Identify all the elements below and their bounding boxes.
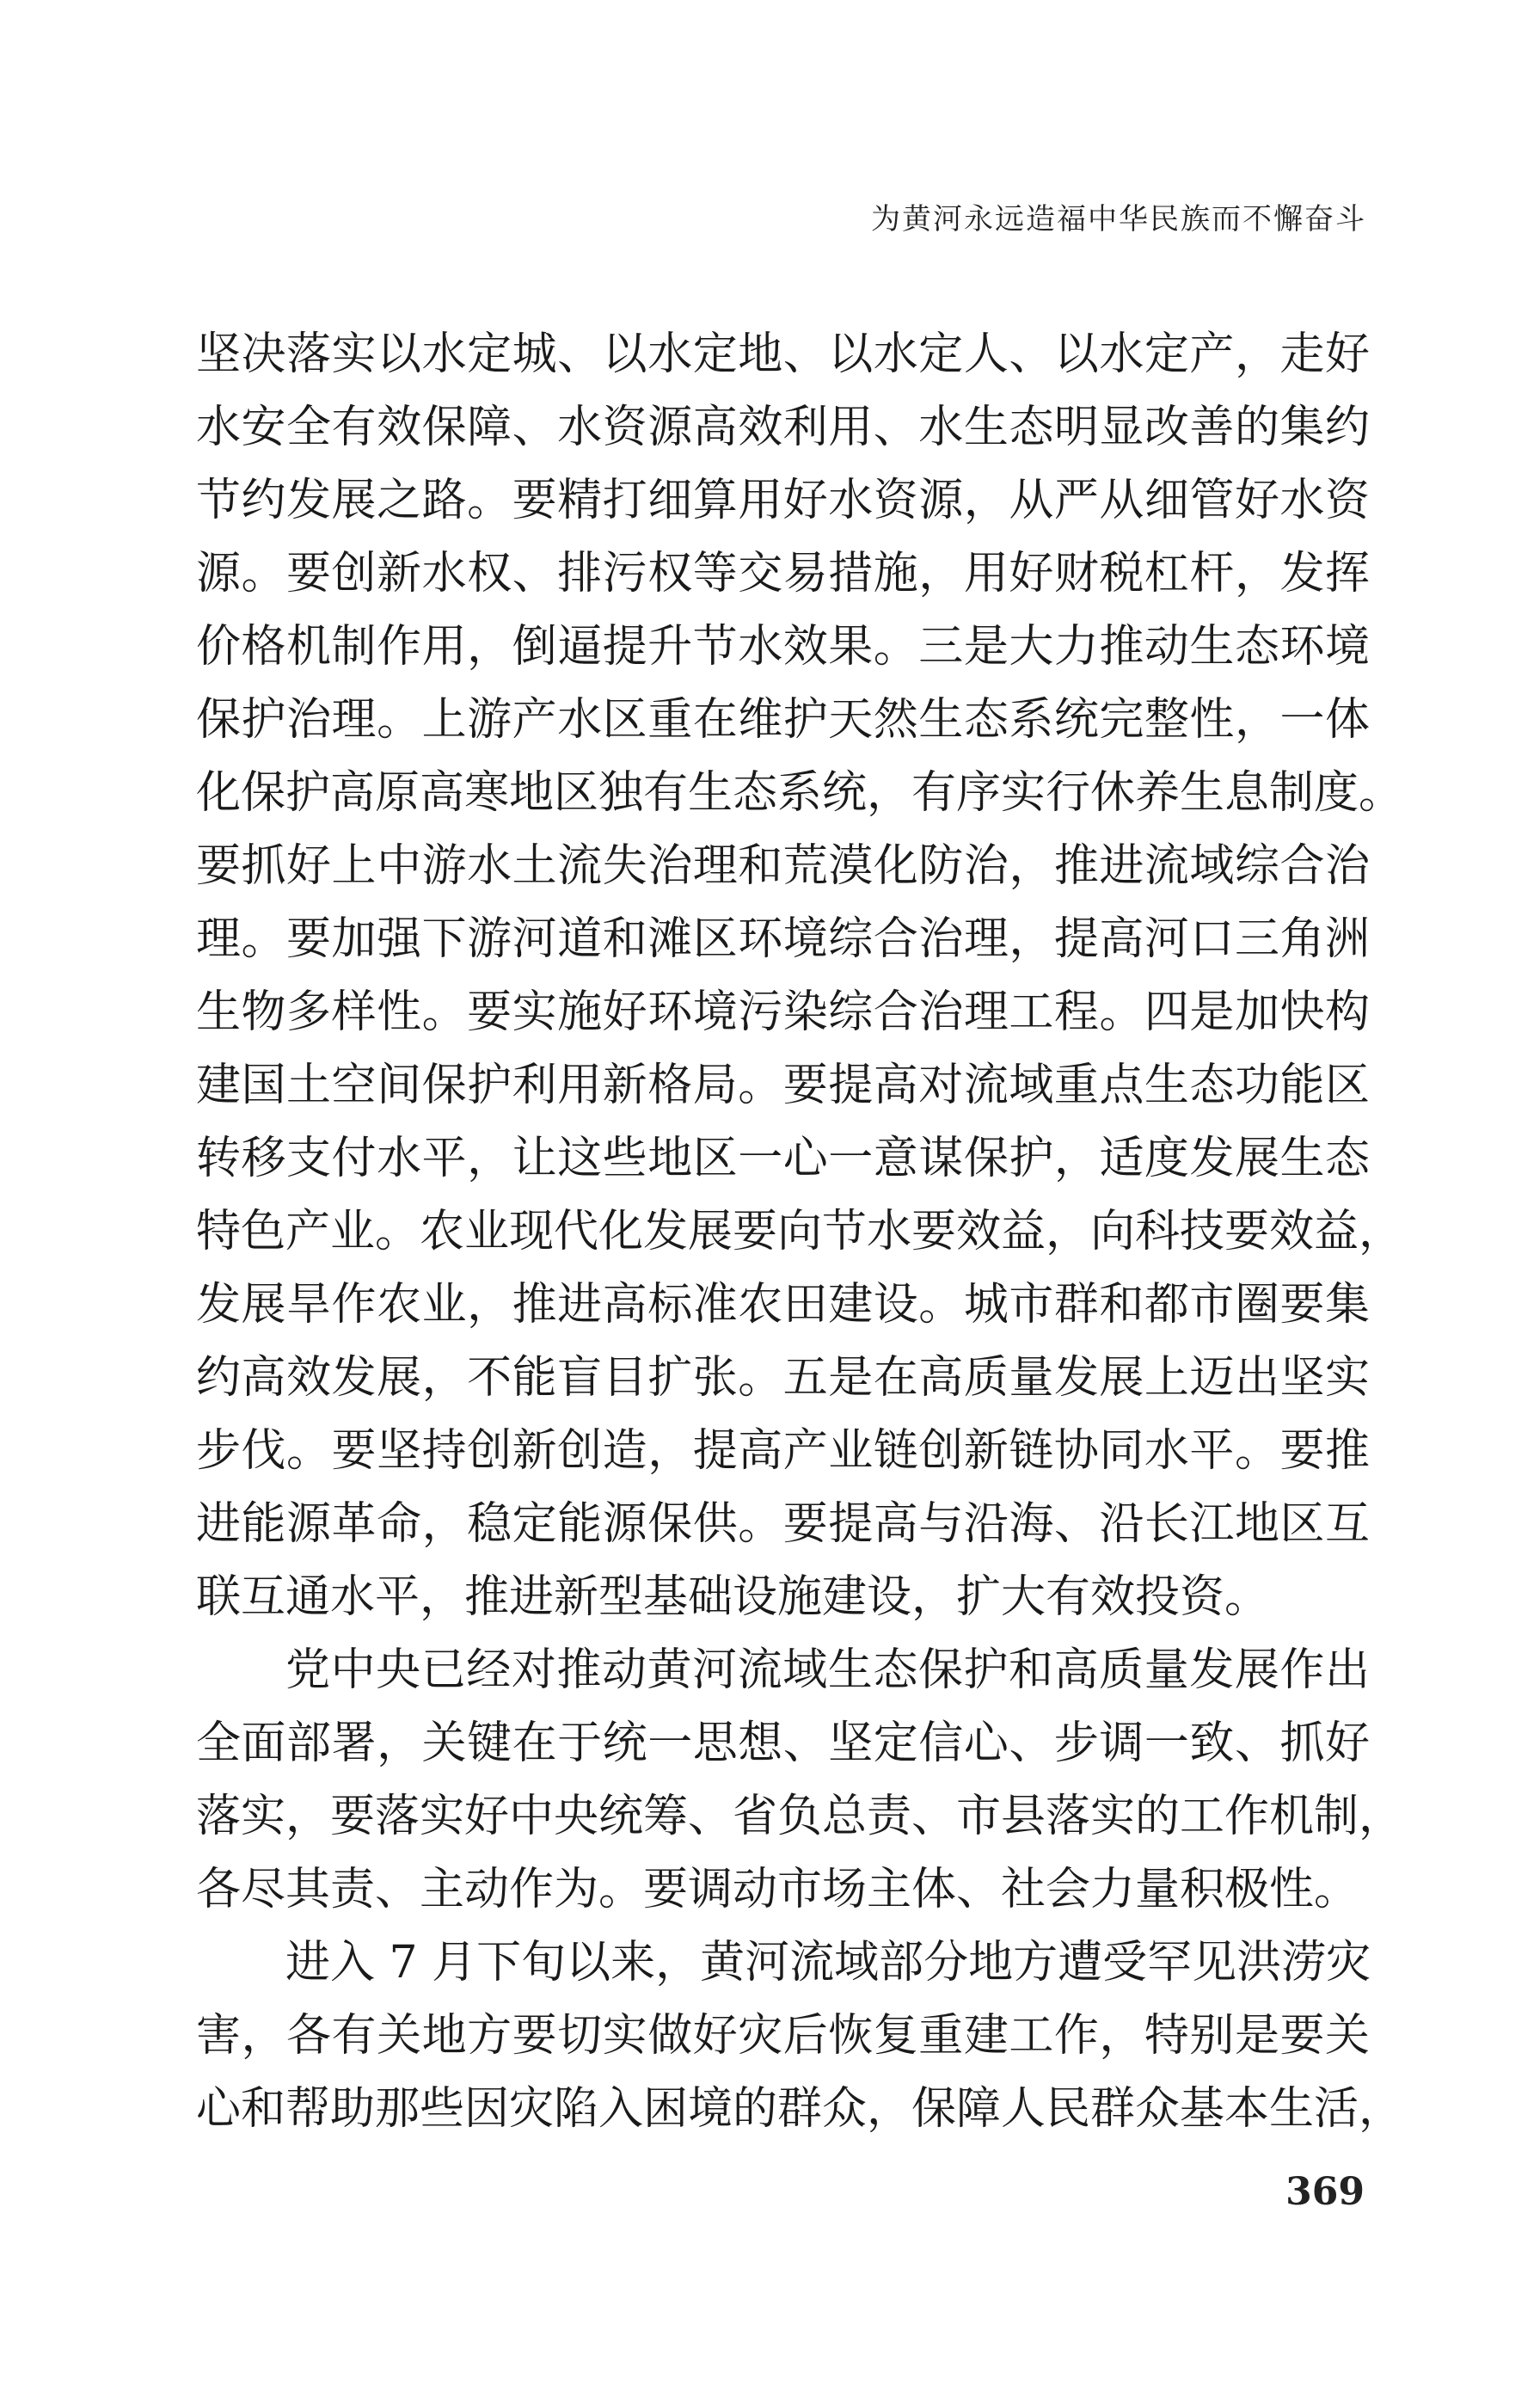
running-head: 为黄河永远造福中华民族而不懈奋斗	[871, 202, 1366, 237]
text-line: 理。要加强下游河道和滩区环境综合治理，提高河口三角洲	[196, 913, 1370, 965]
text-line: 害，各有关地方要切实做好灾后恢复重建工作，特别是要关	[196, 2010, 1370, 2062]
body-text	[196, 318, 1404, 2146]
text-line: 化保护高原高寒地区独有生态系统，有序实行休养生息制度。	[196, 767, 1404, 819]
text-line: 源。要创新水权、排污权等交易措施，用好财税杠杆，发挥	[196, 548, 1370, 599]
page-number: 369	[1285, 2170, 1365, 2214]
text-line: 价格机制作用，倒逼提升节水效果。三是大力推动生态环境	[196, 621, 1370, 673]
text-line: 落实，要落实好中央统筹、省负总责、市县落实的工作机制，	[196, 1791, 1404, 1842]
text-line: 约高效发展，不能盲目扩张。五是在高质量发展上迈出坚实	[196, 1352, 1370, 1404]
text-line: 保护治理。上游产水区重在维护天然生态系统完整性，一体	[196, 694, 1370, 746]
text-line: 生物多样性。要实施好环境污染综合治理工程。四是加快构	[196, 987, 1370, 1038]
text-line: 进能源革命，稳定能源保供。要提高与沿海、沿长江地区互	[196, 1498, 1370, 1550]
text-line: 建国土空间保护利用新格局。要提高对流域重点生态功能区	[196, 1060, 1370, 1111]
text-line: 全面部署，关键在于统一思想、坚定信心、步调一致、抓好	[196, 1718, 1370, 1769]
text-line: 进入 7 月下旬以来，黄河流域部分地方遭受罕见洪涝灾	[285, 1937, 1371, 1989]
text-line: 发展旱作农业，推进高标准农田建设。城市群和都市圈要集	[196, 1279, 1370, 1331]
text-line: 党中央已经对推动黄河流域生态保护和高质量发展作出	[285, 1644, 1370, 1696]
text-line: 步伐。要坚持创新创造，提高产业链创新链协同水平。要推	[196, 1425, 1370, 1477]
text-line: 要抓好上中游水土流失治理和荒漠化防治，推进流域综合治	[196, 840, 1370, 892]
text-line: 特色产业。农业现代化发展要向节水要效益，向科技要效益，	[196, 1206, 1404, 1257]
text-line: 节约发展之路。要精打细算用好水资源，从严从细管好水资	[196, 475, 1370, 526]
text-line: 坚决落实以水定城、以水定地、以水定人、以水定产，走好	[196, 329, 1370, 380]
text-line: 水安全有效保障、水资源高效利用、水生态明显改善的集约	[196, 402, 1370, 453]
text-line: 心和帮助那些因灾陷入困境的群众，保障人民群众基本生活，	[196, 2083, 1404, 2135]
text-line: 各尽其责、主动作为。要调动市场主体、社会力量积极性。	[196, 1864, 1359, 1915]
text-line: 转移支付水平，让这些地区一心一意谋保护，适度发展生态	[196, 1133, 1370, 1184]
text-line: 联互通水平，推进新型基础设施建设，扩大有效投资。	[196, 1571, 1270, 1623]
